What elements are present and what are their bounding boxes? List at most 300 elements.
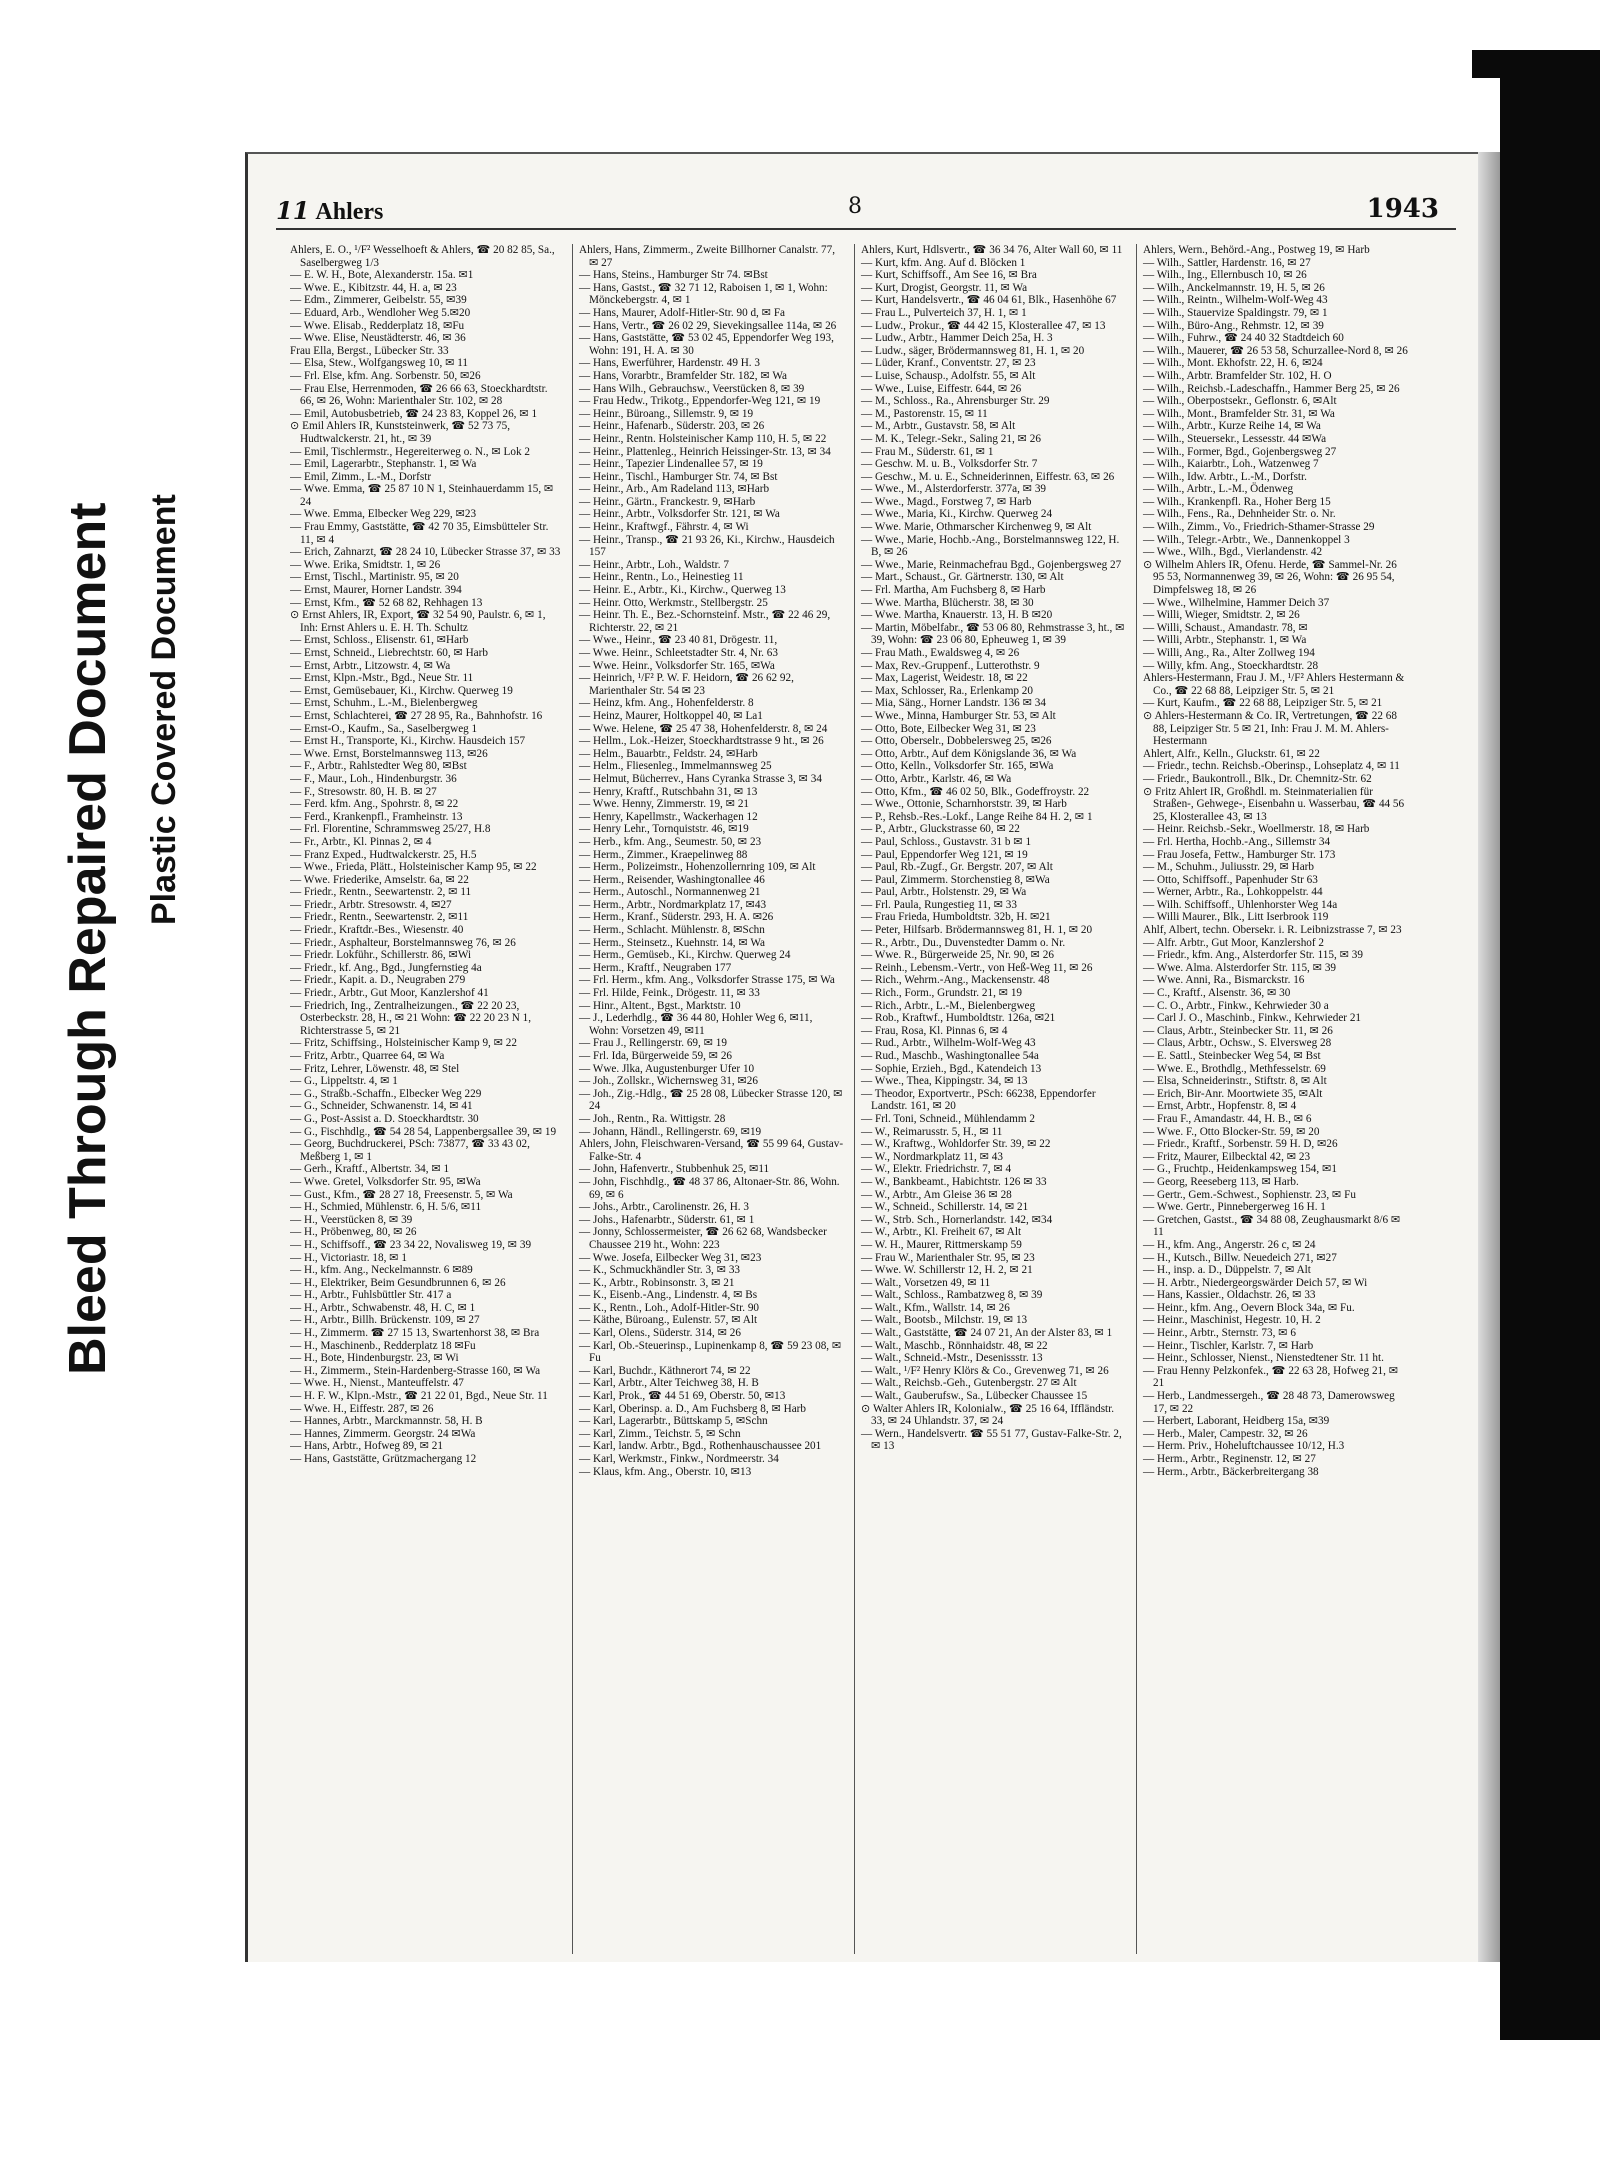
directory-entry: — Frau Hedw., Trikotg., Eppendorfer-Weg 121, ✉ 19: [579, 395, 821, 408]
directory-entry: — Herm. Priv., Hoheluftchaussee 10/12, H.3: [1143, 1440, 1345, 1453]
directory-entry: — M., Schloss., Ra., Ahrensburger Str. 29: [861, 395, 1050, 408]
directory-entry: — Joh., Zollskr., Wichernsweg 31, ✉26: [579, 1075, 758, 1088]
directory-entry: — Wwe. Jlka, Augustenburger Ufer 10: [579, 1062, 755, 1075]
directory-entry: — G., Schneider, Schwanenstr. 14, ✉ 41: [290, 1100, 473, 1113]
directory-entry: — Wilh., Kaiarbtr., Loh., Watzenweg 7: [1143, 458, 1319, 471]
directory-entry: — Frau W., Marienthaler Str. 95, ✉ 23: [861, 1251, 1035, 1264]
directory-entry: — Wilh., Oberpostsekr., Geflonstr. 6, ✉Alt: [1143, 395, 1337, 408]
directory-entry: — Gretchen, Gastst., ☎ 34 88 08, Zeughausmarkt 8/6 ✉ 11: [1143, 1213, 1401, 1239]
directory-entry: — Ernst, Maurer, Horner Landstr. 394: [290, 584, 462, 597]
directory-entry: — Herm., Schlacht. Mühlenstr. 8, ✉Schn: [579, 924, 765, 937]
directory-entry: — G., Fischhdlg., ☎ 54 28 54, Lappenbergsallee 39, ✉ 19: [290, 1125, 557, 1138]
directory-entry: — Karl, Ob.-Steuerinsp., Lupinenkamp 8, ☎ 59 23 08, ✉ Fu: [579, 1339, 842, 1365]
directory-entry: — Frl. Herm., kfm. Ang., Volksdorfer Strasse 175, ✉ Wa: [579, 974, 835, 987]
directory-entry: — H., kfm. Ang., Neckelmannstr. 6 ✉89: [290, 1264, 473, 1277]
directory-entry: — Willi, Wieger, Smidtstr. 2, ✉ 26: [1143, 609, 1300, 622]
directory-page: [245, 152, 1478, 1962]
directory-entry: — Frau M., Süderstr. 61, ✉ 1: [861, 445, 994, 458]
directory-entry: — Ernst-O., Kaufm., Sa., Saselbergweg 1: [290, 722, 478, 735]
page-number: 8: [848, 194, 862, 219]
directory-entry: — Helmut, Bücherrev., Hans Cyranka Strasse 3, ✉ 34: [579, 772, 822, 785]
directory-entry: — Friedrich, Ing., Zentralheizungen., ☎ 22 20 23, Osterbeckstr. 28, H., ✉ 21 Wohn: ☎ 22 20 23 N 1, Richterstrasse 5, ✉ 21: [290, 999, 532, 1037]
directory-entry: — Kurt, Schiffsoff., Am See 16, ✉ Bra: [861, 269, 1037, 282]
directory-entry: — E. Sattl., Steinbecker Weg 54, ✉ Bst: [1143, 1050, 1321, 1062]
directory-entry: — Wwe., Ottonie, Scharnhorststr. 39, ✉ Harb: [861, 798, 1067, 811]
directory-entry: — Wwe., M., Alsterdorferstr. 377a, ✉ 39: [861, 483, 1047, 496]
directory-entry: — Walt., Gauberufsw., Sa., Lübecker Chaussee 15: [861, 1390, 1088, 1403]
directory-entry: — Henry, Kraftf., Rutschbahn 31, ✉ 13: [579, 785, 758, 798]
directory-entry: — Ernst, Schneid., Liebrechtstr. 60, ✉ Harb: [290, 647, 488, 659]
directory-entry: — Frl. Paula, Rungestieg 11, ✉ 33: [861, 898, 1017, 911]
directory-entry: — M., Arbtr., Gustavstr. 58, ✉ Alt: [861, 420, 1016, 433]
side-title-b: Repaired Document: [59, 502, 117, 994]
directory-entry: — Frau Henny Pelzkonfek., ☎ 22 63 28, Hofweg 21, ✉ 21: [1143, 1364, 1399, 1390]
directory-entry: — Friedr., Baukontroll., Blk., Dr. Chemnitz-Str. 62: [1143, 772, 1372, 785]
directory-entry: — Friedr., Rentn., Seewartenstr. 2, ✉11: [290, 911, 469, 924]
directory-entry: — Frl. Martha, Am Fuchsberg 8, ✉ Harb: [861, 584, 1046, 597]
directory-entry: — Ernst, Arbtr., Litzowstr. 4, ✉ Wa: [290, 659, 451, 672]
directory-entry: — Wwe., Heinr., ☎ 23 40 81, Drögestr. 11,: [579, 634, 778, 647]
directory-entry: — Geschw. M. u. B., Volksdorfer Str. 7: [861, 458, 1038, 471]
directory-entry: — F., Maur., Loh., Hindenburgstr. 36: [290, 772, 457, 785]
directory-entry: — Wern., Handelsvertr. ☎ 55 51 77, Gustav-Falke-Str. 2, ✉ 13: [861, 1427, 1122, 1453]
directory-entry: — M., Schuhm., Juliusstr. 29, ✉ Harb: [1143, 861, 1314, 874]
directory-entry: — Wilh., Arbtr. Bramfelder Str. 102, H. O: [1143, 369, 1332, 382]
directory-entry: — Frau Frieda, Humboldtstr. 32b, H. ✉21: [861, 911, 1051, 924]
directory-entry: — Wwe. Gretel, Volksdorfer Str. 95, ✉Wa: [290, 1175, 481, 1188]
directory-entry: — Hannes, Zimmerm. Georgstr. 24 ✉Wa: [290, 1427, 476, 1440]
directory-entry: — Otto, Arbtr., Karlstr. 46, ✉ Wa: [861, 772, 1012, 785]
directory-entry: — G., Lippeltstr. 4, ✉ 1: [290, 1075, 398, 1088]
directory-entry: — Herm., Arbtr., Nordmarkplatz 17, ✉43: [579, 898, 767, 911]
directory-entry: — Heinr., Arbtr., Volksdorfer Str. 121, ✉ Wa: [579, 508, 780, 521]
directory-entry: — Wwe. F., Otto Blocker-Str. 59, ✉ 20: [1143, 1125, 1320, 1138]
directory-entry: — Wwe., Minna, Hamburger Str. 53, ✉ Alt: [861, 709, 1056, 722]
directory-entry: — H., Pröbenweg, 80, ✉ 26: [290, 1226, 417, 1239]
directory-entry: — K., Schmuckhändler Str. 3, ✉ 33: [579, 1264, 741, 1277]
directory-entry: — H., Schmied, Mühlenstr. 6, H. 5/6, ✉11: [290, 1201, 482, 1214]
directory-entry: — Wilh., Stauervize Spaldingstr. 79, ✉ 1: [1143, 306, 1328, 319]
directory-entry: — Wilh., Former, Bgd., Gojenbergsweg 27: [1143, 445, 1337, 458]
directory-entry: — Friedr., Asphalteur, Borstelmannsweg 76, ✉ 26: [290, 936, 516, 949]
directory-entry: — Wwe. Helene, ☎ 25 47 38, Hohenfelderstr. 8, ✉ 24: [579, 722, 828, 735]
directory-entry: Ahlers, Wern., Behörd.-Ang., Postweg 19, ✉ Harb: [1143, 244, 1370, 256]
directory-entry: — Fritz, Lehrer, Löwenstr. 48, ✉ Stel: [290, 1062, 460, 1075]
directory-entry: — Ernst, Klpn.-Mstr., Bgd., Neue Str. 11: [290, 672, 474, 685]
directory-entry: — Heinr., Arbtr., Loh., Waldstr. 7: [579, 558, 729, 571]
side-title-a: Bleed Through: [59, 1008, 117, 1375]
directory-entry: — Heinr., Transp., ☎ 21 93 26, Ki., Kirchw., Hausdeich 157: [579, 533, 835, 559]
directory-entry: — W., Elektr. Friedrichstr. 7, ✉ 4: [861, 1163, 1012, 1176]
directory-entry: — K., Rentn., Loh., Adolf-Hitler-Str. 90: [579, 1301, 760, 1314]
directory-entry: — Karl, Werkmstr., Finkw., Nordmeerstr. 34: [579, 1453, 779, 1465]
directory-entry: — Friedr., Kraftf., Sorbenstr. 59 H. D, ✉26: [1143, 1138, 1338, 1151]
column-3: [854, 244, 1126, 1954]
directory-entry: — Mia, Säng., Horner Landstr. 136 ✉ 34: [861, 697, 1046, 710]
directory-entry: — Wilh., Mont., Bramfelder Str. 31, ✉ Wa: [1143, 407, 1335, 420]
directory-entry: — Heinr., Gärtn., Franckestr. 9, ✉Harb: [579, 495, 756, 508]
directory-entry: — Gerh., Kraftf., Albertstr. 34, ✉ 1: [290, 1163, 450, 1176]
directory-entry: — Friedr., Arbtr. Stresowstr. 4, ✉27: [290, 898, 452, 911]
directory-entry: — Emil, Lagerarbtr., Stephanstr. 1, ✉ Wa: [290, 458, 477, 471]
directory-entry: — Willi, Arbtr., Stephanstr. 1, ✉ Wa: [1143, 634, 1307, 647]
directory-entry: — Wilh., Idw. Arbtr., L.-M., Dorfstr.: [1143, 470, 1307, 483]
directory-entry: — Frl. Toni, Schneid., Mühlendamm 2: [861, 1112, 1035, 1125]
directory-entry: — Hans, Maurer, Adolf-Hitler-Str. 90 d, ✉ Fa: [579, 306, 786, 319]
directory-entry: — Franz Exped., Hudtwalckerstr. 25, H.5: [290, 848, 477, 861]
directory-entry: — Karl, Olens., Süderstr. 314, ✉ 26: [579, 1327, 741, 1340]
directory-entry: — Wilh., Krankenpfl. Ra., Hoher Berg 15: [1143, 495, 1331, 508]
directory-entry: — Wwe., Magd., Forstweg 7, ✉ Harb: [861, 495, 1032, 508]
directory-entry: — Ernst, Gemüsebauer, Ki., Kirchw. Querweg 19: [290, 684, 513, 697]
directory-entry: — Herb., kfm. Ang., Seumestr. 50, ✉ 23: [579, 835, 762, 848]
directory-entry: — Willy, kfm. Ang., Stoeckhardtstr. 28: [1143, 659, 1319, 672]
directory-entry: — Heinr., Büroang., Sillemstr. 9, ✉ 19: [579, 407, 754, 420]
directory-entry: — Wwe. Josefa, Eilbecker Weg 31, ✉23: [579, 1251, 762, 1264]
directory-entry: — Werner, Arbtr., Ra., Lohkoppelstr. 44: [1143, 886, 1323, 899]
directory-entry: — Otto, Bote, Eilbecker Weg 31, ✉ 23: [861, 722, 1036, 735]
directory-entry: — Herm., Reisender, Washingtonallee 46: [579, 873, 765, 886]
directory-entry: — H., Victoriastr. 18, ✉ 1: [290, 1251, 407, 1264]
directory-entry: — Friedr., Kapit. a. D., Neugraben 279: [290, 974, 466, 987]
directory-entry: — Herb., Landmessergeh., ☎ 28 48 73, Damerowsweg 17, ✉ 22: [1143, 1390, 1395, 1415]
directory-entry: — Frl. Florentine, Schrammsweg 25/27, H.8: [290, 823, 491, 836]
directory-entry: — Herbert, Laborant, Heidberg 15a, ✉39: [1143, 1415, 1330, 1428]
directory-entry: — Walt., Bootsb., Milchstr. 19, ✉ 13: [861, 1314, 1028, 1327]
directory-entry: — Wwe. Elise, Neustädterstr. 46, ✉ 36: [290, 332, 466, 345]
directory-entry: — Frl. Hilde, Feink., Drögestr. 11, ✉ 33: [579, 987, 760, 1000]
directory-entry: — Wwe. W. Schillerstr 12, H. 2, ✉ 21: [861, 1264, 1033, 1277]
directory-entry: — G., Fruchtp., Heidenkampsweg 154, ✉1: [1143, 1163, 1337, 1176]
directory-entry: Frau Ella, Bergst., Lübecker Str. 33: [290, 344, 449, 357]
directory-entry: — K., Eisenb.-Ang., Lindenstr. 4, ✉ Bs: [579, 1289, 758, 1302]
directory-entry: — Heinr., Tischl., Hamburger Str. 74, ✉ Bst: [579, 470, 778, 483]
side-title: [58, 502, 118, 1375]
directory-entry: — Wilh., Telegr.-Arbtr., We., Dannenkoppel 3: [1143, 533, 1350, 546]
directory-entry: — Otto, Kfm., ☎ 46 02 50, Blk., Godeffroystr. 22: [861, 785, 1090, 798]
directory-entry: — Elsa, Stew., Wolfgangsweg 10, ✉ 11: [290, 357, 469, 370]
directory-entry: — E. W. H., Bote, Alexanderstr. 15a. ✉1: [290, 269, 474, 282]
directory-entry: — Wwe. Friederike, Amselstr. 6a, ✉ 22: [290, 873, 469, 886]
directory-entry: — Paul, Eppendorfer Weg 121, ✉ 19: [861, 848, 1028, 861]
directory-entry: — Fritz, Maurer, Eilbecktal 42, ✉ 23: [1143, 1150, 1311, 1163]
directory-entry: — H., Arbtr., Billh. Brückenstr. 109, ✉ 27: [290, 1314, 480, 1327]
directory-entry: — Hans, Gaststätte, ☎ 53 02 45, Eppendorfer Weg 193, Wohn: 191, H. A. ✉ 30: [579, 332, 834, 357]
directory-entry: — Wilh., Fens., Ra., Dehnheider Str. o. Nr.: [1143, 508, 1336, 521]
directory-entry: — Wwe., Thea, Kippingstr. 34, ✉ 13: [861, 1075, 1028, 1088]
directory-entry: — Rud., Maschb., Washingtonallee 54a: [861, 1050, 1039, 1062]
directory-entry: — Walt., Reichsb.-Geh., Gutenbergstr. 27 ✉ Alt: [861, 1377, 1077, 1390]
directory-entry: — Wwe. Heinr., Schleetstadter Str. 4, Nr. 63: [579, 647, 778, 659]
directory-entry: — Heinr., Schlosser, Nienst., Nienstedtener Str. 11 ht.: [1143, 1352, 1384, 1365]
directory-entry: — Herm., Arbtr., Reginenstr. 12, ✉ 27: [1143, 1453, 1316, 1465]
directory-entry: — Georg, Buchdruckerei, PSch: 73877, ☎ 33 43 02, Meßberg 1, ✉ 1: [290, 1138, 530, 1163]
directory-entry: — Wilh., Sattler, Hardenstr. 16, ✉ 27: [1143, 256, 1311, 269]
directory-entry: — Heinr. E., Arbtr., Ki., Kirchw., Querweg 13: [579, 584, 786, 597]
directory-entry: — Helm., Fliesenleg., Immelmannsweg 25: [579, 760, 772, 773]
directory-entry: — Heinr., Rentn., Lo., Heinestieg 11: [579, 571, 744, 584]
directory-entry: Ahlert, Alfr., Kelln., Gluckstr. 61, ✉ 22: [1143, 747, 1320, 760]
directory-entry: — Rob., Kraftwf., Humboldtstr. 126a, ✉21: [861, 1012, 1056, 1025]
directory-entry: — H. Arbtr., Niedergeorgswärder Deich 57, ✉ Wi: [1143, 1276, 1368, 1289]
directory-entry: Ahlers-Hestermann, Frau J. M., ¹/F² Ahlers Hestermann & Co., ☎ 22 68 88, Leipziger Str. 5, ✉ 21: [1143, 672, 1405, 697]
directory-entry: Ahlf, Albert, techn. Obersekr. i. R. Leibnizstrasse 7, ✉ 23: [1143, 924, 1402, 937]
directory-entry: — W., Kraftwg., Wohldorfer Str. 39, ✉ 22: [861, 1138, 1051, 1151]
directory-entry: — H., Arbtr., Fuhlsbüttler Str. 417 a: [290, 1289, 452, 1302]
directory-entry: — Otto, Kelln., Volksdorfer Str. 165, ✉Wa: [861, 760, 1054, 773]
directory-entry: — Hans, Ewerführer, Hardenstr. 49 H. 3: [579, 357, 760, 370]
directory-entry: — Karl, Zimm., Teichstr. 5, ✉ Schn: [579, 1427, 741, 1440]
directory-entry: — Rich., Arbtr., L.-M., Bielenbergweg: [861, 999, 1036, 1012]
directory-entry: — Sophie, Erzieh., Bgd., Katendeich 13: [861, 1062, 1042, 1075]
side-subtitle: Plastic Covered Document: [145, 494, 183, 925]
directory-entry: — Herm., Steinsetz., Kuehnstr. 14, ✉ Wa: [579, 936, 765, 949]
directory-entry: — Wwe., Marie, Hochb.-Ang., Borstelmannsweg 122, H. B, ✉ 26: [861, 533, 1120, 559]
directory-entry: — Ernst, Tischl., Martinistr. 95, ✉ 20: [290, 571, 459, 584]
directory-entry: — Wilh., Zimm., Vo., Friedrich-Sthamer-Strasse 29: [1143, 521, 1375, 534]
directory-entry: — Rich., Form., Grundstr. 21, ✉ 19: [861, 987, 1023, 1000]
directory-entry: — Joh., Rentn., Ra. Wittigstr. 28: [579, 1112, 726, 1125]
directory-entry: — Walt., Vorsetzen 49, ✉ 11: [861, 1276, 991, 1289]
directory-entry: — Wwe. Martha, Knauerstr. 13, H. B ✉20: [861, 609, 1053, 622]
directory-entry: — Hans, Steins., Hamburger Str 74. ✉Bst: [579, 269, 768, 282]
directory-entry: — Ludw., Arbtr., Hammer Deich 25a, H. 3: [861, 332, 1053, 345]
directory-entry: — Ernst, Arbtr., Hopfenstr. 8, ✉ 4: [1143, 1100, 1297, 1113]
directory-entry: — Wwe. Gertr., Pinnebergerweg 16 H. 1: [1143, 1201, 1326, 1214]
directory-entry: — W., Bankbeamt., Habichtstr. 126 ✉ 33: [861, 1175, 1047, 1188]
directory-entry: — Wilh., Arbtr., L.-M., Ödenweg: [1143, 483, 1294, 496]
scan-border-right: [1500, 50, 1600, 2040]
directory-entry: — Walt., Gaststätte, ☎ 24 07 21, An der Alster 83, ✉ 1: [861, 1327, 1113, 1340]
directory-entry: — Wwe. Emma, ☎ 25 87 10 N 1, Steinhauerdamm 15, ✉ 24: [290, 483, 554, 508]
column-2: [572, 244, 844, 1954]
directory-entry: — Kurt, Kaufm., ☎ 22 68 88, Leipziger Str. 5, ✉ 21: [1143, 697, 1383, 710]
directory-entry: — Walt., ¹/F² Henry Klörs & Co., Grevenweg 71, ✉ 26: [861, 1364, 1109, 1377]
directory-entry: — P., Rehsb.-Res.-Lokf., Lange Reihe 84 H. 2, ✉ 1: [861, 810, 1093, 823]
directory-entry: — Johs., Arbtr., Carolinenstr. 26, H. 3: [579, 1201, 749, 1214]
directory-entry: — F., Stresowstr. 80, H. B. ✉ 27: [290, 785, 437, 798]
directory-entry: — Wwe., Frieda, Plätt., Holsteinischer Kamp 95, ✉ 22: [290, 861, 537, 874]
directory-entry: Ahlers, Hans, Zimmerm., Zweite Billhorner Canalstr. 77, ✉ 27: [579, 244, 836, 269]
directory-entry: — Ernst, Kfm., ☎ 52 68 82, Rehhagen 13: [290, 596, 483, 609]
directory-entry: — Carl J. O., Maschinb., Finkw., Kehrwieder 21: [1143, 1012, 1362, 1025]
directory-entry: — Ernst, Schloss., Elisenstr. 61, ✉Harb: [290, 634, 469, 647]
directory-entry: — Heinr., Kraftwgf., Fährstr. 4, ✉ Wi: [579, 521, 749, 534]
directory-entry: — Karl, landw. Arbtr., Bgd., Rothenhauschaussee 201: [579, 1440, 822, 1453]
directory-entry: — Friedr., techn. Reichsb.-Oberinsp., Lohseplatz 4, ✉ 11: [1143, 760, 1400, 773]
directory-entry: — Wilh., Mauerer, ☎ 26 53 58, Schurzallee-Nord 8, ✉ 26: [1143, 344, 1408, 357]
directory-entry: — Claus, Arbtr., Ochsw., S. Elversweg 28: [1143, 1037, 1332, 1050]
directory-entry: — Karl, Lagerarbtr., Büttskamp 5, ✉Schn: [579, 1415, 768, 1428]
directory-entry: — Karl, Prok., ☎ 44 51 69, Oberstr. 50, ✉13: [579, 1390, 786, 1403]
directory-entry: — W. H., Maurer, Rittmerskamp 59: [861, 1238, 1022, 1251]
directory-entry: — H., Zimmerm., Stein-Hardenberg-Strasse 160, ✉ Wa: [290, 1364, 541, 1377]
directory-entry: — F., Arbtr., Rahlstedter Weg 80, ✉Bst: [290, 760, 467, 773]
directory-entry: — Martin, Möbelfabr., ☎ 53 06 80, Rehmstrasse 3, ht., ✉ 39, Wohn: ☎ 23 06 80, Epheuweg 1, ✉ 39: [861, 621, 1125, 647]
directory-entry: — Herm., Polizeimstr., Hohenzollernring 109, ✉ Alt: [579, 861, 816, 874]
directory-entry: — Emil, Tischlermstr., Hegereiterweg o. N., ✉ Lok 2: [290, 445, 530, 458]
directory-entry: — Herm., Autoschl., Normannenweg 21: [579, 886, 761, 899]
directory-entry: — Heinr., Arbtr., Sternstr. 73, ✉ 6: [1143, 1327, 1296, 1340]
directory-entry: — H., Arbtr., Schwabenstr. 48, H. C, ✉ 1: [290, 1301, 476, 1314]
directory-entry: — Herm., Kraftf., Neugraben 177: [579, 961, 732, 974]
directory-entry: — Wilh., Anckelmannstr. 19, H. 5, ✉ 26: [1143, 281, 1325, 294]
directory-entry: — Frl. Ida, Bürgerweide 59, ✉ 26: [579, 1050, 733, 1062]
directory-entry: — Alfr. Arbtr., Gut Moor, Kanzlershof 2: [1143, 936, 1325, 949]
directory-entry: — Herm., Arbtr., Bäckerbreitergang 38: [1143, 1465, 1319, 1478]
directory-entry: — Gust., Kfm., ☎ 28 27 18, Freesenstr. 5, ✉ Wa: [290, 1188, 513, 1201]
directory-entry: — Frau Else, Herrenmoden, ☎ 26 66 63, Stoeckhardtstr. 66, ✉ 26, Wohn: Marienthaler Str. 102, ✉ 28: [290, 382, 548, 408]
directory-entry: — Kurt, Handelsvertr., ☎ 46 04 61, Blk., Hasenhöhe 67: [861, 294, 1117, 307]
directory-entry: — Wwe., Luise, Eiffestr. 644, ✉ 26: [861, 382, 1022, 395]
directory-entry: — H., Zimmerm. ☎ 27 15 13, Swartenhorst 38, ✉ Bra: [290, 1327, 540, 1340]
directory-entry: — Henry, Kapellmstr., Wackerhagen 12: [579, 810, 758, 823]
directory-entry: — Heinr., kfm. Ang., Oevern Block 34a, ✉ Fu.: [1143, 1301, 1355, 1314]
directory-entry: — Georg, Reeseberg 113, ✉ Harb.: [1143, 1175, 1299, 1188]
directory-entry: — Friedr., kfm. Ang., Alsterdorfer Str. 115, ✉ 39: [1143, 949, 1363, 962]
directory-entry: ⊙ Emil Ahlers IR, Kunststeinwerk, ☎ 52 73 75, Hudtwalckerstr. 21, ht., ✉ 39: [290, 420, 511, 445]
directory-entry: — Heinr., Plattenleg., Heinrich Heissinger-Str. 13, ✉ 34: [579, 445, 831, 458]
directory-entry: ⊙ Wilhelm Ahlers IR, Ofenu. Herde, ☎ Sammel-Nr. 26 95 53, Normannenweg 39, ✉ 26, Wohn: ☎ 26 95 54, Dimpfelsweg 18, ✉ 26: [1143, 558, 1397, 597]
page-header: [248, 154, 1478, 226]
directory-entry: — Johann, Händl., Rellingerstr. 69, ✉19: [579, 1125, 762, 1138]
directory-entry: — Heinz, Maurer, Holtkoppel 40, ✉ La1: [579, 709, 763, 722]
directory-entry: — C. O., Arbtr., Finkw., Kehrwieder 30 a: [1143, 999, 1329, 1012]
directory-entry: — Friedr., Arbtr., Gut Moor, Kanzlershof 41: [290, 987, 489, 1000]
directory-entry: — Frau L., Pulverteich 37, H. 1, ✉ 1: [861, 306, 1027, 319]
directory-entry: — W., Nordmarkplatz 11, ✉ 43: [861, 1150, 1003, 1163]
directory-entry: — Wilh., Ing., Ellernbusch 10, ✉ 26: [1143, 269, 1307, 282]
directory-entry: — Wwe. H., Nienst., Manteuffelstr. 47: [290, 1377, 464, 1390]
directory-entry: — Frau F., Amandastr. 44, H. B., ✉ 6: [1143, 1112, 1312, 1125]
directory-entry: — John, Fischhdlg., ☎ 48 37 86, Altonaer-Str. 86, Wohn. 69, ✉ 6: [579, 1175, 840, 1201]
directory-entry: ⊙ Walter Ahlers IR, Kolonialw., ☎ 25 16 64, Iffländstr. 33, ✉ 24 Uhlandstr. 37, ✉ 24: [861, 1402, 1115, 1428]
directory-entry: — Wwe., Maria, Ki., Kirchw. Querweg 24: [861, 508, 1053, 521]
directory-entry: — Heinr., Rentn. Holsteinischer Kamp 110, H. 5, ✉ 22: [579, 432, 827, 445]
directory-entry: — Otto, Arbtr., Auf dem Königslande 36, ✉ Wa: [861, 747, 1077, 760]
directory-entry: — Mart., Schaust., Gr. Gärtnerstr. 130, ✉ Alt: [861, 571, 1064, 584]
directory-entry: — Ludw., Prokur., ☎ 44 42 15, Klosterallee 47, ✉ 13: [861, 319, 1106, 332]
running-head-name: Ahlers: [315, 199, 384, 225]
running-head-number: 11: [276, 196, 310, 225]
directory-entry: — Heinr. Th. E., Bez.-Schornsteinf. Mstr., ☎ 22 46 29, Richterstr. 22, ✉ 21: [579, 609, 831, 634]
directory-entry: — Wwe. E., Brothdlg., Methfesselstr. 69: [1143, 1062, 1326, 1075]
directory-entry: — H., Maschinenb., Redderplatz 18 ✉Fu: [290, 1339, 476, 1352]
directory-entry: — H., kfm. Ang., Angerstr. 26 c, ✉ 24: [1143, 1238, 1316, 1251]
directory-entry: — Walt., Schloss., Rambatzweg 8, ✉ 39: [861, 1289, 1043, 1302]
directory-entry: — Emil, Zimm., L.-M., Dorfstr: [290, 470, 432, 483]
directory-entry: — Willi, Ang., Ra., Alter Zollweg 194: [1143, 647, 1315, 659]
directory-entry: — J., Lederhdlg., ☎ 36 44 80, Hohler Weg 6, ✉11, Wohn: Vorsetzen 49, ✉11: [579, 1012, 813, 1037]
directory-entry: — Herb., Maler, Campestr. 32, ✉ 26: [1143, 1427, 1308, 1440]
directory-entry: — Paul, Rb.-Zugf., Gr. Bergstr. 207, ✉ Alt: [861, 861, 1053, 874]
directory-entry: — Wilh., Reintn., Wilhelm-Wolf-Weg 43: [1143, 294, 1328, 307]
directory-entry: — Ludw., säger, Brödermannsweg 81, H. 1, ✉ 20: [861, 344, 1085, 357]
directory-entry: — Otto, Oberselr., Dobbelersweg 25, ✉26: [861, 735, 1052, 748]
directory-entry: — W., Strb. Sch., Hornerlandstr. 142, ✉34: [861, 1213, 1053, 1226]
column-4: [1136, 244, 1408, 1954]
directory-entry: — Johs., Hafenarbtr., Süderstr. 61, ✉ 1: [579, 1213, 755, 1226]
directory-entry: — Hannes, Arbtr., Marckmannstr. 58, H. B: [290, 1415, 483, 1428]
directory-entry: — Frau, Rosa, Kl. Pinnas 6, ✉ 4: [861, 1024, 1008, 1037]
directory-entry: — H. F. W., Klpn.-Mstr., ☎ 21 22 01, Bgd., Neue Str. 11: [290, 1390, 548, 1403]
directory-entry: — Hans, Gaststätte, Grützmachergang 12: [290, 1453, 477, 1465]
directory-entry: — Hans, Kassier., Oldachstr. 26, ✉ 33: [1143, 1289, 1316, 1302]
directory-entry: — Hinr., Altent., Bgst., Marktstr. 10: [579, 999, 741, 1012]
directory-entry: — G., Straßb.-Schaffn., Elbecker Weg 229: [290, 1087, 482, 1100]
directory-entry: — Hellm., Lok.-Heizer, Stoeckhardtstrasse 9 ht., ✉ 26: [579, 735, 824, 748]
directory-entry: — Rud., Arbtr., Wilhelm-Wolf-Weg 43: [861, 1037, 1036, 1050]
directory-entry: — Wwe. H., Eiffestr. 287, ✉ 26: [290, 1402, 434, 1415]
directory-entry: — Kurt, Drogist, Georgstr. 11, ✉ Wa: [861, 281, 1028, 294]
directory-entry: — Wilh., Reichsb.-Ladeschaffn., Hammer Berg 25, ✉ 26: [1143, 382, 1400, 395]
directory-entry: — W., Arbtr., Am Gleise 36 ✉ 28: [861, 1188, 1012, 1201]
directory-entry: — Paul, Schloss., Gustavstr. 31 b ✉ 1: [861, 835, 1032, 848]
directory-entry: — Heinr. Otto, Werkmstr., Stellbergstr. 25: [579, 596, 768, 609]
directory-entry: — Otto, Schiffsoff., Papenhuder Str 63: [1143, 873, 1318, 886]
directory-entry: — Ernst, Schuhm., L.-M., Bielenbergweg: [290, 697, 478, 710]
directory-entry: — Wilh., Fuhrw., ☎ 24 40 32 Stadtdeich 60: [1143, 332, 1344, 345]
directory-entry: — Theodor, Exportvertr., PSch: 66238, Eppendorfer Landstr. 161, ✉ 20: [861, 1087, 1096, 1113]
directory-entry: — Wilh., Büro-Ang., Rehmstr. 12, ✉ 39: [1143, 319, 1324, 332]
directory-entry: — Fr., Arbtr., Kl. Pinnas 2, ✉ 4: [290, 835, 432, 848]
directory-entry: — Wwe. Alma. Alsterdorfer Str. 115, ✉ 39: [1143, 961, 1337, 974]
directory-entry: — Edm., Zimmerer, Geibelstr. 55, ✉39: [290, 294, 467, 307]
directory-entry: — Heinr., Arb., Am Radeland 113, ✉Harb: [579, 483, 770, 496]
directory-entry: — Joh., Zig.-Hdlg., ☎ 25 28 08, Lübecker Strasse 120, ✉ 24: [579, 1087, 843, 1113]
column-1: [290, 244, 562, 1954]
directory-entry: — Heinr., Maschinist, Hegestr. 10, H. 2: [1143, 1314, 1321, 1327]
directory-entry: — Hans, Arbtr., Hofweg 89, ✉ 21: [290, 1440, 443, 1453]
directory-entry: — Hans, Gastst., ☎ 32 71 12, Raboisen 1, ✉ 1, Wohn: Mönckebergstr. 4, ✉ 1: [579, 281, 828, 307]
directory-entry: — Ernst H., Transporte, Ki., Kirchw. Hausdeich 157: [290, 735, 526, 748]
directory-entry: — Geschw., M. u. E., Schneiderinnen, Eiffestr. 63, ✉ 26: [861, 470, 1115, 483]
directory-entry: — Paul, Arbtr., Holstenstr. 29, ✉ Wa: [861, 886, 1027, 899]
directory-entry: — Wilh., Arbtr., Kurze Reihe 14, ✉ Wa: [1143, 420, 1321, 433]
directory-entry: — Frl. Else, kfm. Ang. Sorbenstr. 50, ✉26: [290, 369, 481, 382]
directory-entry: — Heinr., Tapezier Lindenallee 57, ✉ 19: [579, 458, 763, 471]
directory-entry: — Karl, Oberinsp. a. D., Am Fuchsberg 8, ✉ Harb: [579, 1402, 806, 1415]
directory-entry: — Max, Rev.-Gruppenf., Lutterothstr. 9: [861, 659, 1040, 672]
directory-entry: — Hans, Vorarbtr., Bramfelder Str. 182, ✉ Wa: [579, 369, 787, 382]
directory-entry: — Wwe. Henny, Zimmerstr. 19, ✉ 21: [579, 798, 750, 811]
directory-entry: — Heinr. Reichsb.-Sekr., Woellmerstr. 18, ✉ Harb: [1143, 823, 1370, 836]
directory-entry: — Hans, Vertr., ☎ 26 02 29, Sievekingsallee 114a, ✉ 26: [579, 319, 837, 332]
directory-entry: — Friedr., Kraftdr.-Bes., Wiesenstr. 40: [290, 924, 464, 937]
directory-entry: — H., Schiffsoff., ☎ 23 34 22, Novalisweg 19, ✉ 39: [290, 1238, 532, 1251]
directory-entry: — Rich., Wehrm.-Ang., Mackensenstr. 48: [861, 974, 1050, 987]
directory-entry: — Karl, Buchdr., Käthnerort 74, ✉ 22: [579, 1364, 751, 1377]
directory-entry: — K., Arbtr., Robinsonstr. 3, ✉ 21: [579, 1276, 735, 1289]
directory-entry: — Heinz, kfm. Ang., Hohenfelderstr. 8: [579, 697, 754, 710]
directory-entry: ⊙ Ernst Ahlers, IR, Export, ☎ 32 54 90, Paulstr. 6, ✉ 1, Inh: Ernst Ahlers u. E. H. Th. Schultz: [290, 609, 546, 634]
directory-entry: — H., Bote, Hindenburgstr. 23, ✉ Wi: [290, 1352, 459, 1365]
directory-entry: — Frau J., Rellingerstr. 69, ✉ 19: [579, 1037, 727, 1050]
directory-entry: — Friedr., kf. Ang., Bgd., Jungfernstieg 4a: [290, 961, 482, 974]
directory-entry: — Wilh. Schiffsoff., Uhlenhorster Weg 14a: [1143, 898, 1338, 911]
directory-entry: — Paul, Zimmerm. Storchenstieg 8, ✉Wa: [861, 873, 1050, 886]
page-edge: [1478, 152, 1500, 1962]
directory-entry: — M. K., Telegr.-Sekr., Saling 21, ✉ 26: [861, 432, 1041, 445]
directory-entry: — Heinr., Tischler, Karlstr. 7, ✉ Harb: [1143, 1339, 1314, 1352]
directory-entry: — Willi Maurer., Blk., Litt Iserbrook 119: [1143, 911, 1329, 924]
directory-entry: — Käthe, Büroang., Eulenstr. 57, ✉ Alt: [579, 1314, 758, 1327]
directory-entry: — H., insp. a. D., Düppelstr. 7, ✉ Alt: [1143, 1264, 1311, 1277]
directory-entry: — Max, Lagerist, Weidestr. 18, ✉ 22: [861, 672, 1028, 685]
directory-entry: — Max, Schlosser, Ra., Erlenkamp 20: [861, 684, 1033, 697]
directory-entry: — Kurt, kfm. Ang. Auf d. Blöcken 1: [861, 256, 1026, 269]
directory-entry: — Wwe. E., Kibitzstr. 44, H. a, ✉ 23: [290, 281, 457, 294]
